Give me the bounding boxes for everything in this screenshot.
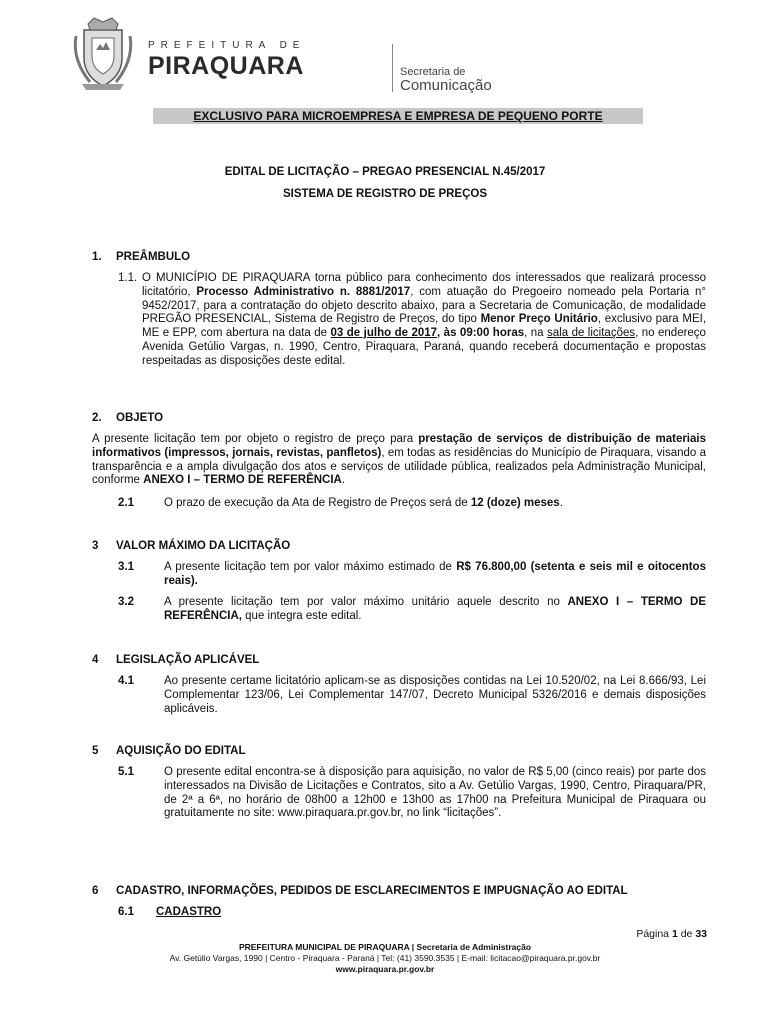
page-current: 1 — [671, 928, 678, 940]
process-number: Processo Administrativo n. 8881/2017 — [196, 285, 411, 298]
sub-text — [164, 497, 706, 511]
secretaria-label — [400, 66, 492, 92]
opening-time: , às 09:00 horas — [437, 327, 525, 340]
sub-number: 5.1 — [118, 766, 134, 778]
section-number: 4 — [92, 654, 99, 666]
sub-number: 4.1 — [118, 675, 134, 687]
text-run: , na — [524, 327, 548, 340]
header-divider — [392, 44, 393, 92]
secretaria-line2: Comunicação — [400, 77, 492, 94]
section-number: 3 — [92, 540, 99, 552]
section-5-heading — [92, 745, 245, 757]
section-6-heading — [92, 885, 628, 897]
section-number: 1. — [92, 251, 102, 263]
object-description: prestação de serviços de distribuição de materiais informativos (impressos, jornais, revistas, panfletos) — [92, 433, 706, 459]
page-total: 33 — [695, 928, 707, 940]
sub-text — [164, 561, 706, 589]
section-2-paragraph — [92, 433, 706, 488]
section-title: LEGISLAÇÃO APLICÁVEL — [116, 654, 260, 666]
sub-text: Ao presente certame licitatório aplicam-se as disposições contidas na Lei 10.520/02, na Lei 8.666/93, Lei Complementar 123/06, Lei Complementar 147/07, Decreto Municipal 5326/2016 e demais disposições aplicáveis. — [164, 675, 706, 715]
footer-address: Av. Getúlio Vargas, 1990 | Centro - Piraquara - Paraná | Tel: (41) 3590.3535 | E-mail: licitacao@piraquara.pr.gov.br — [169, 953, 601, 963]
section-title: CADASTRO, INFORMAÇÕES, PEDIDOS DE ESCLARECIMENTOS E IMPUGNAÇÃO AO EDITAL — [116, 885, 628, 897]
section-4-heading — [92, 654, 259, 666]
section-title: AQUISIÇÃO DO EDITAL — [116, 745, 246, 757]
text-run: O prazo de execução da Ata de Registro de Preços será de — [164, 497, 471, 509]
city-name: PIRAQUARA — [148, 52, 304, 80]
text-run: , no endereço Avenida Getúlio Vargas, n. 1990, Centro, Piraquara, Paraná, quando receberá documentação e propostas respeitadas as disposições deste edital. — [142, 327, 706, 367]
secretaria-line1: Secretaria de — [400, 66, 466, 78]
text-run: . — [341, 474, 346, 487]
section-title: PREÂMBULO — [116, 251, 191, 263]
letterhead — [70, 16, 492, 96]
section-number: 2. — [92, 412, 102, 424]
sub-number: 2.1 — [118, 497, 134, 509]
coat-of-arms-icon — [70, 16, 136, 92]
text-run: , exclusivo para MEI, ME e EPP, com abertura na data de — [142, 313, 707, 340]
exclusive-banner: EXCLUSIVO PARA MICROEMPRESA E EMPRESA DE PEQUENO PORTE — [153, 108, 643, 124]
annex-reference: ANEXO I – TERMO DE REFERÊNCIA, — [164, 596, 706, 622]
annex-reference: ANEXO I – TERMO DE REFERÊNCIA — [143, 474, 342, 487]
section-number: 6 — [92, 885, 99, 897]
section-title: VALOR MÁXIMO DA LICITAÇÃO — [116, 540, 291, 552]
sub-text: O presente edital encontra-se à disposição para aquisição, no valor de R$ 5,00 (cinco reais) por parte dos interessados na Divisão de Licitações e Contratos, sito a Av. Getúlio Vargas, 1990, Centro, Piraquara/PR, de 2ª a 6ª, no horário de 08h00 a 12h00 e 13h00 as 17h00 na Prefeitura Municipal de Piraquara ou gratuitamente no site: www.piraquara.pr.gov.br, no link “licitações”. — [164, 766, 706, 820]
sub-number: 1.1. — [118, 272, 138, 284]
venue: sala de licitações — [547, 327, 636, 340]
sub-number: 3.2 — [118, 596, 134, 608]
page-number — [636, 928, 707, 940]
sub-number: 3.1 — [118, 561, 134, 573]
section-3-heading — [92, 540, 290, 552]
section-title: OBJETO — [116, 412, 164, 424]
section-number: 5 — [92, 745, 99, 757]
text-run: . — [559, 497, 563, 509]
text-run: A presente licitação tem por valor máximo estimado de — [164, 561, 457, 573]
section-1-heading — [92, 251, 190, 263]
text-run: O MUNICÍPIO DE PIRAQUARA torna público para conhecimento dos interessados que realizará processo licitatório, — [142, 272, 706, 298]
sub-text — [164, 596, 706, 624]
opening-date: 03 de julho de 2017 — [330, 327, 438, 340]
footer-institution: PREFEITURA MUNICIPAL DE PIRAQUARA | Secretaria de Administração — [238, 942, 532, 952]
term-duration: 12 (doze) meses — [470, 497, 560, 509]
page-label: Página — [636, 928, 672, 940]
text-run: A presente licitação tem por objeto o registro de preço para — [92, 433, 419, 445]
page-of: de — [677, 928, 696, 940]
text-run: A presente licitação tem por valor máximo unitário aquele descrito no — [164, 596, 568, 608]
text-run: , em todas as residências do Município de Piraquara, visando a transparência e a ampla divulgação dos atos e serviços de utilidade pública, realizados pela Administração Municipal, conforme — [92, 446, 706, 487]
edital-title: EDITAL DE LICITAÇÃO – PREGAO PRESENCIAL N.45/2017 — [224, 166, 546, 178]
edital-subtitle: SISTEMA DE REGISTRO DE PREÇOS — [282, 188, 488, 200]
sub-text — [142, 272, 706, 369]
sub-heading-text: CADASTRO — [156, 906, 222, 918]
price-type: Menor Preço Unitário — [480, 313, 598, 326]
sub-number: 6.1 — [118, 906, 134, 918]
logo-wordmark — [148, 40, 305, 81]
footer-website: www.piraquara.pr.gov.br — [335, 964, 435, 974]
sub-heading — [156, 906, 221, 920]
max-value: R$ 76.800,00 (setenta e seis mil e oitocentos reais). — [164, 561, 706, 587]
section-2-heading — [92, 412, 163, 424]
text-run: , com atuação do Pregoeiro nomeado pela Portaria n° 9452/2017, para a contratação do objeto descrito abaixo, para a Secretaria de Comunicação, de modalidade PREGÃO PRESENCIAL, Sistema de Registro de Preços, do tipo — [142, 285, 706, 326]
prefeitura-de-label: PREFEITURA DE — [148, 40, 306, 51]
text-run: que integra este edital. — [241, 609, 362, 622]
